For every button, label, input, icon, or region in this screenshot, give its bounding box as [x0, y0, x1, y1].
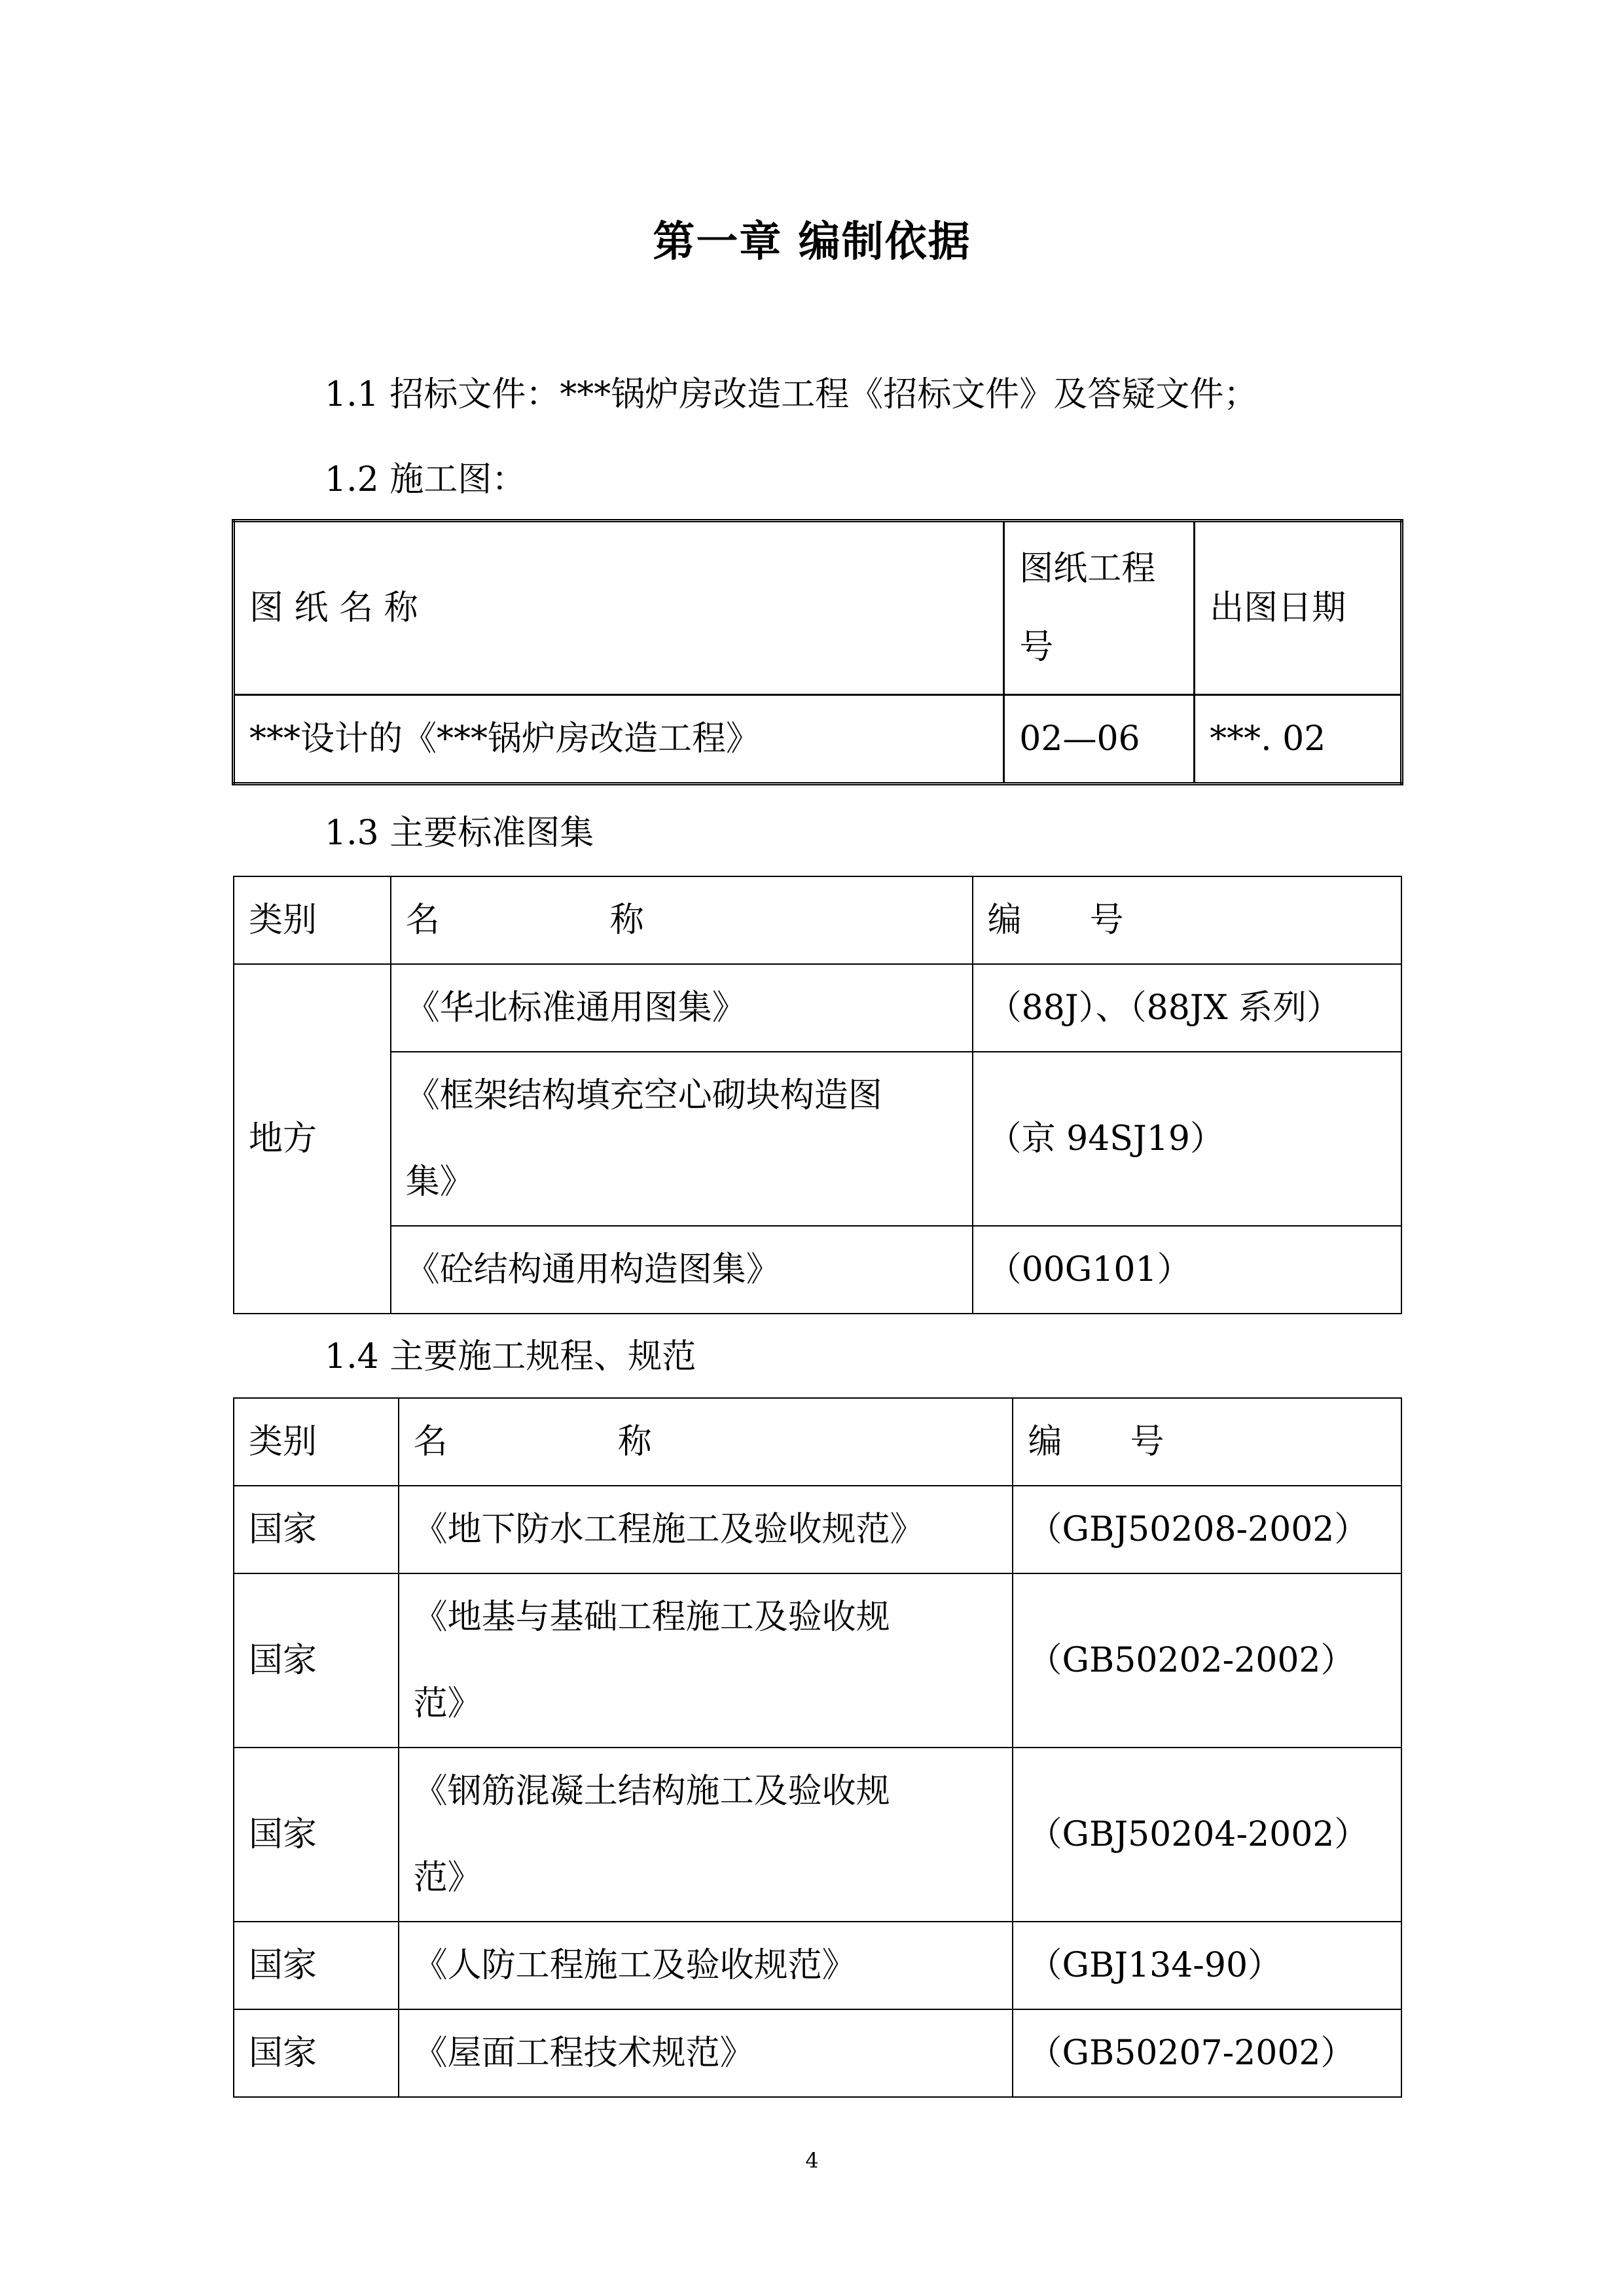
- category-cell: 国家: [234, 1922, 399, 2009]
- header-drawing-no-line1: 图纸工程: [1019, 549, 1156, 588]
- header-drawing-name: 图 纸 名 称: [234, 521, 1004, 695]
- code-cell: （GBJ50204-2002）: [1013, 1748, 1401, 1922]
- header-name: 名 称: [399, 1398, 1013, 1486]
- drawing-no-cell: 02—06: [1004, 695, 1195, 784]
- chapter-title: 第一章 编制依据: [653, 218, 971, 266]
- codes-table: [233, 1397, 1402, 2098]
- table-row: [234, 964, 1401, 1052]
- table-row: [234, 1052, 1401, 1226]
- table-row: [234, 695, 1402, 784]
- drawings-table: [232, 519, 1403, 785]
- section-1-2: 1.2 施工图：: [325, 460, 526, 499]
- category-cell: 地方: [234, 964, 391, 1314]
- name-cell: [399, 1573, 1013, 1748]
- name-cell: 《人防工程施工及验收规范》: [399, 1922, 1013, 2009]
- code-cell: （GBJ134-90）: [1013, 1922, 1401, 2009]
- drawing-name-cell: ***设计的《***锅炉房改造工程》: [234, 695, 1004, 784]
- name-cell: [391, 1052, 973, 1226]
- issue-date-cell: ***. 02: [1195, 695, 1402, 784]
- code-cell: （00G101）: [973, 1226, 1401, 1314]
- name-cell-line1: 《地基与基础工程施工及验收规: [413, 1598, 890, 1637]
- table-row: [234, 1922, 1401, 2009]
- category-cell: 国家: [234, 1748, 399, 1922]
- header-name: 名 称: [391, 876, 973, 964]
- name-cell: 《华北标准通用图集》: [391, 964, 973, 1052]
- category-cell: 国家: [234, 2009, 399, 2097]
- header-category: 类别: [234, 1398, 399, 1486]
- name-cell: 《地下防水工程施工及验收规范》: [399, 1486, 1013, 1573]
- code-cell: （88J）、（88JX 系列）: [973, 964, 1401, 1052]
- header-code: 编 号: [1013, 1398, 1401, 1486]
- section-1-3: 1.3 主要标准图集: [325, 814, 594, 853]
- code-cell: （GBJ50208-2002）: [1013, 1486, 1401, 1573]
- header-drawing-no: [1004, 521, 1195, 695]
- name-cell: [399, 1748, 1013, 1922]
- code-cell: （GB50202-2002）: [1013, 1573, 1401, 1748]
- table-row: [234, 1748, 1401, 1922]
- table-row: [234, 1486, 1401, 1573]
- name-cell: 《砼结构通用构造图集》: [391, 1226, 973, 1314]
- section-1-1: 1.1 招标文件：***锅炉房改造工程《招标文件》及答疑文件；: [325, 375, 1258, 414]
- header-issue-date: 出图日期: [1195, 521, 1402, 695]
- category-cell: 国家: [234, 1486, 399, 1573]
- category-cell: 国家: [234, 1573, 399, 1748]
- header-category: 类别: [234, 876, 391, 964]
- header-drawing-no-line2: 号: [1019, 628, 1054, 667]
- table-row: [234, 2009, 1401, 2097]
- table-row: [234, 1573, 1401, 1748]
- section-1-4: 1.4 主要施工规程、规范: [325, 1337, 696, 1376]
- name-cell-line2: 范》: [413, 1858, 482, 1897]
- name-cell: 《屋面工程技术规范》: [399, 2009, 1013, 2097]
- page-number: 4: [805, 2148, 819, 2173]
- header-code: 编 号: [973, 876, 1401, 964]
- name-cell-line2: 集》: [405, 1162, 474, 1202]
- name-cell-line1: 《框架结构填充空心砌块构造图: [405, 1076, 882, 1115]
- table-row: [234, 1226, 1401, 1314]
- name-cell-line1: 《钢筋混凝土结构施工及验收规: [413, 1772, 890, 1811]
- table-header-row: [234, 876, 1401, 964]
- table-header-row: [234, 521, 1402, 695]
- name-cell-line2: 范》: [413, 1684, 482, 1723]
- code-cell: （GB50207-2002）: [1013, 2009, 1401, 2097]
- table-header-row: [234, 1398, 1401, 1486]
- atlas-table: [233, 876, 1402, 1314]
- code-cell: （京 94SJ19）: [973, 1052, 1401, 1226]
